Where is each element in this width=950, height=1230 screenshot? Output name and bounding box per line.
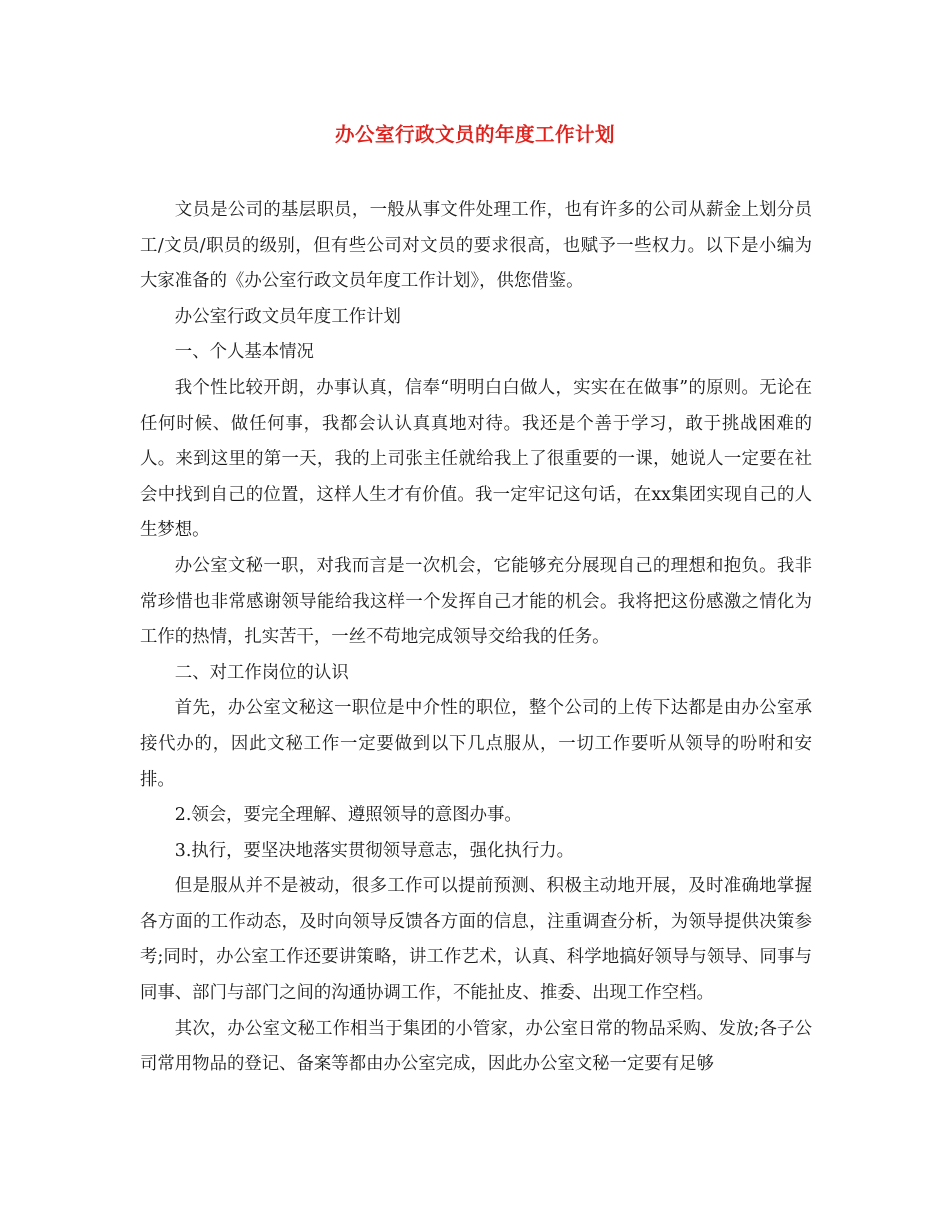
paragraph-first: 首先，办公室文秘这一职位是中介性的职位，整个公司的上传下达都是由办公室承接代办的，因此文秘工作一定要做到以下几点服从，一切工作要听从领导的吩咐和安排。	[140, 698, 812, 790]
paragraph-intro: 文员是公司的基层职员，一般从事文件处理工作，也有许多的公司从薪金上划分员工/文员/职员的级别，但有些公司对文员的要求很高，也赋予一些权力。以下是小编为大家准备的《办公室行政文员年度工作计划》，供您借鉴。	[140, 200, 812, 292]
paragraph-second: 其次，办公室文秘工作相当于集团的小管家，办公室日常的物品采购、发放;各子公司常用物品的登记、备案等都由办公室完成，因此办公室文秘一定要有足够	[140, 1018, 812, 1075]
paragraph-plan-heading: 办公室行政文员年度工作计划	[174, 306, 401, 327]
section-heading-role: 二、对工作岗位的认识	[174, 662, 349, 683]
paragraph-personality: 我个性比较开朗，办事认真，信奉“明明白白做人，实实在在做事”的原则。无论在任何时候、做任何事，我都会认认真真地对待。我还是个善于学习，敢于挑战困难的人。来到这里的第一天，我的上司张主任就给我上了很重要的一课，她说人一定要在社会中找到自己的位置，这样人生才有价值。我一定牢记这句话，在xx集团实现自己的人生梦想。	[140, 377, 812, 541]
paragraph-opportunity: 办公室文秘一职，对我而言是一次机会，它能够充分展现自己的理想和抱负。我非常珍惜也非常感谢领导能给我这样一个发挥自己才能的机会。我将把这份感激之情化为工作的热情，扎实苦干，一丝不苟地完成领导交给我的任务。	[140, 555, 812, 648]
section-heading-personal: 一、个人基本情况	[174, 342, 314, 363]
document-title: 办公室行政文员的年度工作计划	[334, 123, 615, 146]
list-item-2: 2.领会，要完全理解、遵照领导的意图办事。	[174, 805, 522, 826]
document-body	[140, 193, 812, 1083]
paragraph-obedience: 但是服从并不是被动，很多工作可以提前预测、积极主动地开展，及时准确地掌握各方面的工作动态，及时向领导反馈各方面的信息，注重调查分析，为领导提供决策参考;同时，办公室工作还要讲策略，讲工作艺术，认真、科学地搞好领导与领导、同事与同事、部门与部门之间的沟通协调工作，不能扯皮、推委、出现工作空档。	[140, 876, 812, 1004]
list-item-3: 3.执行，要坚决地落实贯彻领导意志，强化执行力。	[174, 840, 574, 861]
